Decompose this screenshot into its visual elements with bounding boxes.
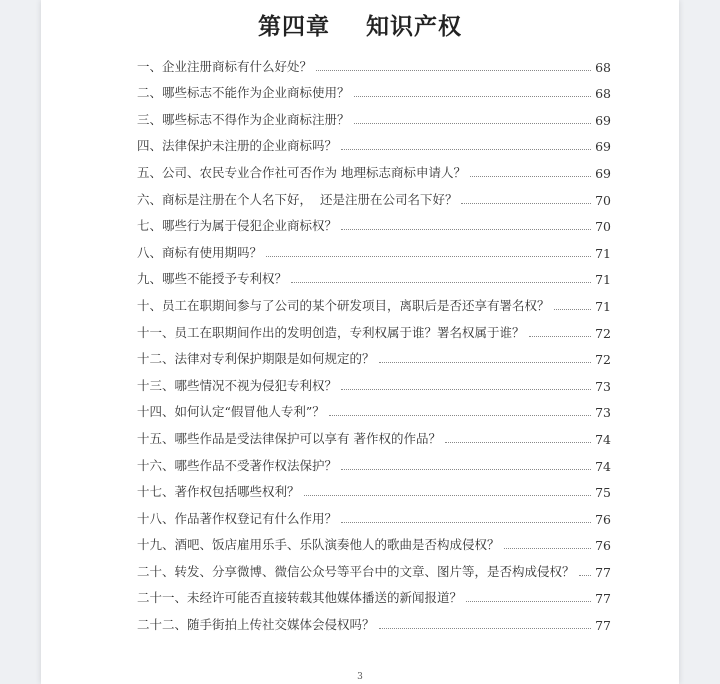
toc-entry-page: 75 (595, 485, 611, 501)
toc-entry-page: 77 (595, 591, 611, 607)
toc-entry[interactable] (137, 474, 611, 501)
toc-entry-page: 72 (595, 352, 611, 368)
toc-entry[interactable] (137, 367, 611, 394)
toc-entry[interactable] (137, 580, 611, 607)
toc-leader-dots (579, 575, 591, 576)
toc-entry[interactable] (137, 48, 611, 75)
toc-entry[interactable] (137, 341, 611, 368)
toc-leader-dots (470, 176, 591, 177)
document-page (41, 0, 679, 684)
toc-entry-title: 十五、哪些作品是受法律保护可以享有 著作权的作品？ (137, 430, 441, 446)
toc-entry-page: 71 (595, 245, 611, 261)
toc-entry-title: 八、商标有使用期吗？ (137, 244, 263, 260)
toc-entry-title: 十一、员工在职期间作出的发明创造，专利权属于谁？署名权属于谁？ (137, 324, 525, 340)
toc-leader-dots (504, 548, 591, 549)
toc-entry-page: 76 (595, 511, 611, 527)
toc-entry-page: 68 (595, 59, 611, 75)
toc-leader-dots (329, 415, 591, 416)
toc-leader-dots (304, 495, 591, 496)
toc-entry[interactable] (137, 606, 611, 633)
toc-leader-dots (354, 123, 591, 124)
toc-entry-page: 74 (595, 458, 611, 474)
toc-entry-page: 70 (595, 192, 611, 208)
toc-entry-page: 68 (595, 86, 611, 102)
toc-entry[interactable] (137, 154, 611, 181)
toc-entry-page: 69 (595, 139, 611, 155)
toc-leader-dots (529, 336, 591, 337)
toc-entry-title: 二十二、随手街拍上传社交媒体会侵权吗？ (137, 617, 375, 633)
toc-entry-title: 一、企业注册商标有什么好处？ (137, 58, 313, 74)
toc-entry-page: 74 (595, 431, 611, 447)
toc-entry-title: 五、公司、农民专业合作社可否作为 地理标志商标申请人？ (137, 164, 466, 180)
toc-entry[interactable] (137, 394, 611, 421)
toc-entry-page: 69 (595, 112, 611, 128)
toc-entry-title: 十六、哪些作品不受著作权法保护？ (137, 457, 338, 473)
toc-leader-dots (445, 442, 591, 443)
toc-entry[interactable] (137, 447, 611, 474)
toc-leader-dots (341, 522, 591, 523)
toc-leader-dots (379, 362, 591, 363)
toc-entry-page: 76 (595, 538, 611, 554)
toc-entry[interactable] (137, 181, 611, 208)
toc-entry-page: 73 (595, 378, 611, 394)
toc-entry[interactable] (137, 234, 611, 261)
toc-entry-page: 70 (595, 219, 611, 235)
toc-leader-dots (341, 389, 591, 390)
toc-leader-dots (379, 628, 591, 629)
toc-entry-title: 六、商标是注册在个人名下好， 还是注册在公司名下好？ (137, 191, 458, 207)
toc-entry-title: 十、员工在职期间参与了公司的某个研发项目，离职后是否还享有署名权？ (137, 297, 550, 313)
toc-entry[interactable] (137, 287, 611, 314)
toc-entry-title: 二、哪些标志不能作为企业商标使用？ (137, 85, 350, 101)
page-number: 3 (357, 672, 363, 682)
toc-entry[interactable] (137, 553, 611, 580)
toc-entry-title: 十三、哪些情况不视为侵犯专利权？ (137, 377, 338, 393)
toc-entry-title: 二十一、未经许可能否直接转载其他媒体播送的新闻报道？ (137, 590, 463, 606)
toc-leader-dots (466, 601, 591, 602)
toc-entry[interactable] (137, 128, 611, 155)
toc-entry-title: 十二、法律对专利保护期限是如何规定的？ (137, 351, 375, 367)
toc-entry[interactable] (137, 75, 611, 102)
toc-entry-page: 71 (595, 272, 611, 288)
toc-leader-dots (554, 309, 591, 310)
toc-leader-dots (316, 70, 591, 71)
toc-entry[interactable] (137, 500, 611, 527)
toc-entry-title: 十八、作品著作权登记有什么作用？ (137, 510, 338, 526)
toc-entry-title: 十七、著作权包括哪些权利？ (137, 484, 300, 500)
toc-entry-page: 77 (595, 618, 611, 634)
toc-leader-dots (341, 149, 591, 150)
toc-entry[interactable] (137, 261, 611, 288)
toc-entry-page: 77 (595, 564, 611, 580)
toc-leader-dots (354, 96, 591, 97)
toc-entry[interactable] (137, 101, 611, 128)
toc-entry[interactable] (137, 208, 611, 235)
toc-entry-title: 九、哪些不能授予专利权？ (137, 271, 288, 287)
toc-leader-dots (266, 256, 591, 257)
toc-entry-page: 69 (595, 165, 611, 181)
toc-entry-title: 七、哪些行为属于侵犯企业商标权？ (137, 218, 338, 234)
toc-entry[interactable] (137, 420, 611, 447)
toc-leader-dots (291, 282, 591, 283)
toc-entry-page: 71 (595, 298, 611, 314)
toc-entry[interactable] (137, 527, 611, 554)
table-of-contents (137, 48, 611, 633)
toc-entry-page: 73 (595, 405, 611, 421)
chapter-title: 第四章 知识产权 (257, 13, 463, 40)
toc-entry-title: 四、法律保护未注册的企业商标吗？ (137, 138, 338, 154)
toc-entry[interactable] (137, 314, 611, 341)
toc-entry-title: 十四、如何认定“假冒他人专利”？ (137, 404, 325, 420)
toc-entry-title: 十九、酒吧、饭店雇用乐手、乐队演奏他人的歌曲是否构成侵权？ (137, 537, 500, 553)
toc-leader-dots (341, 229, 591, 230)
toc-entry-title: 三、哪些标志不得作为企业商标注册？ (137, 111, 350, 127)
toc-entry-page: 72 (595, 325, 611, 341)
toc-entry-title: 二十、转发、分享微博、微信公众号等平台中的文章、图片等，是否构成侵权？ (137, 563, 575, 579)
toc-leader-dots (461, 203, 591, 204)
toc-leader-dots (341, 469, 591, 470)
